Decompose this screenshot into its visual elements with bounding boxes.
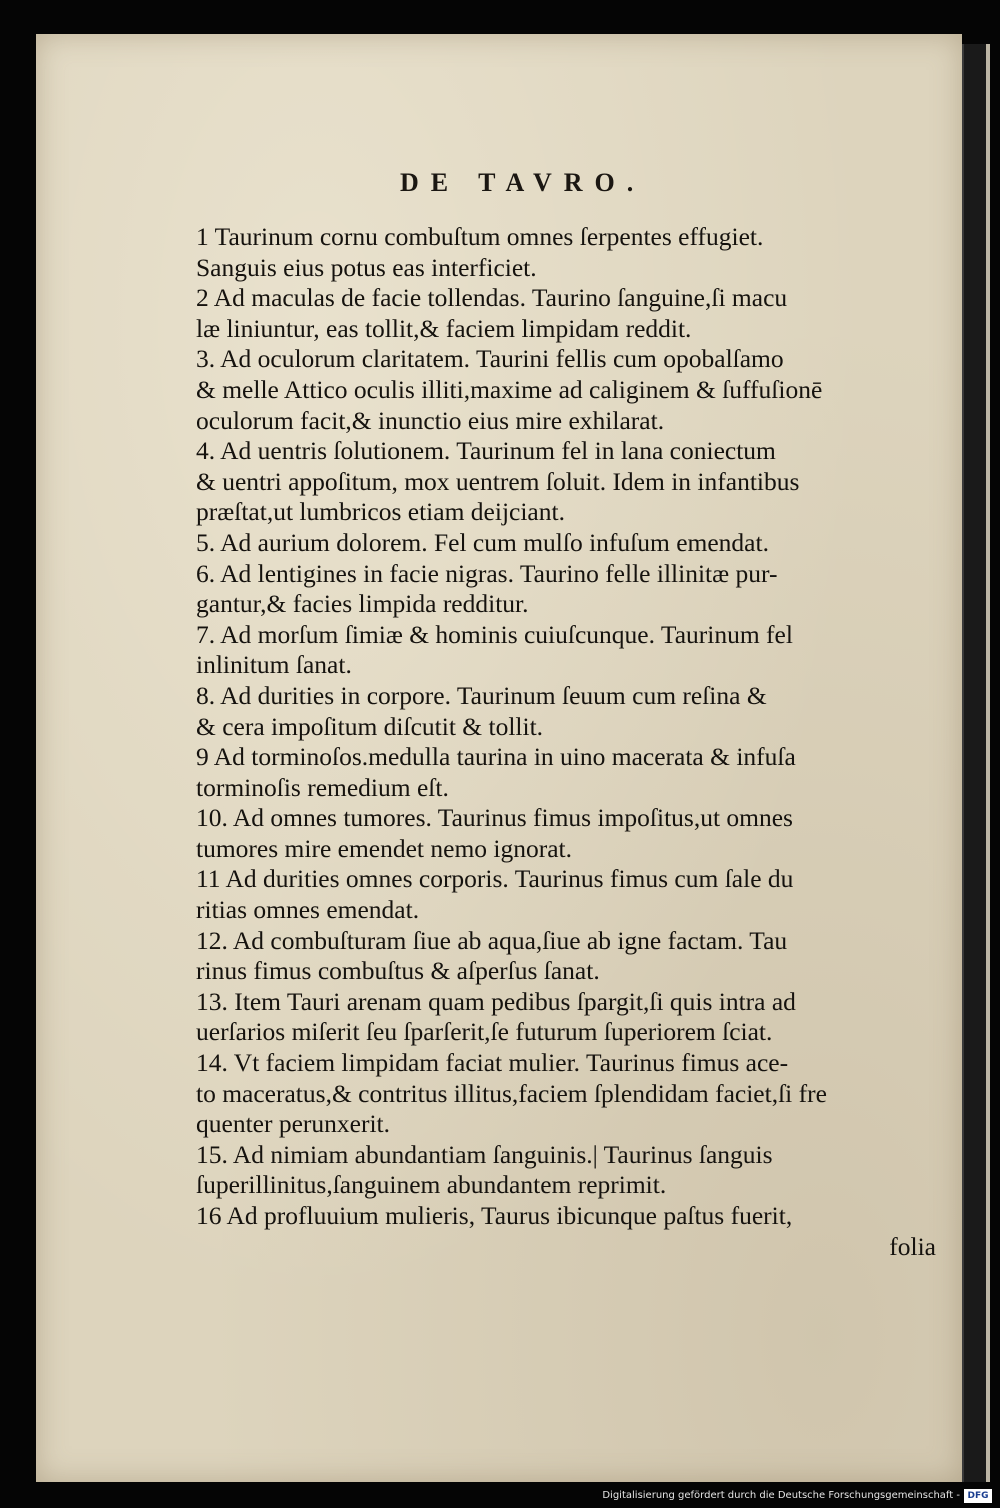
text-line: inlinitum ſanat.	[196, 650, 352, 680]
text-line: 12. Ad combuſturam ſiue ab aqua,ſiue ab igne factam. Tau	[196, 925, 788, 955]
text-line: & uentri appoſitum, mox uentrem ſoluit. Idem in infantibus	[196, 466, 800, 496]
funding-notice: Digitalisierung gefördert durch die Deutsche Forschungsgemeinschaft -	[602, 1490, 960, 1501]
footer-bar	[0, 1488, 1000, 1508]
text-line: gantur,& facies limpida redditur.	[196, 589, 529, 619]
text-line: & cera impoſitum diſcutit & tollit.	[196, 711, 544, 741]
text-line: tumores mire emendet nemo ignorat.	[196, 833, 573, 863]
text-line: 9 Ad torminoſos.medulla taurina in uino macerata & infuſa	[196, 742, 796, 772]
text-line: præſtat,ut lumbricos etiam deijciant.	[196, 497, 565, 527]
text-line: ritias omnes emendat.	[196, 895, 420, 925]
text-line: torminoſis remedium eſt.	[196, 772, 449, 802]
text-block	[196, 222, 936, 1262]
text-line: oculorum facit,& inunctio eius mire exhilarat.	[196, 405, 665, 435]
text-line: 6. Ad lentigines in facie nigras. Taurino felle illinitæ pur-	[196, 558, 778, 588]
text-line: 16 Ad profluuium mulieris, Taurus ibicunque paſtus fuerit,	[196, 1201, 793, 1230]
text-line: Sanguis eius potus eas interficiet.	[196, 252, 537, 282]
text-line: uerſarios miſerit ſeu ſparſerit,ſe futurum ſuperiorem ſciat.	[196, 1017, 773, 1047]
text-line: to maceratus,& contritus illitus,faciem ſplendidam faciet,ſi fre	[196, 1078, 827, 1108]
text-line: 11 Ad durities omnes corporis. Taurinus fimus cum ſale du	[196, 864, 794, 894]
text-line: rinus fimus combuſtus & aſperſus ſanat.	[196, 956, 600, 986]
running-head: DE TAVRO.	[400, 168, 646, 197]
text-line: 5. Ad aurium dolorem. Fel cum mulſo infuſum emendat.	[196, 527, 769, 557]
text-line: 15. Ad nimiam abundantiam ſanguinis.| Taurinus ſanguis	[196, 1139, 773, 1169]
text-line: 10. Ad omnes tumores. Taurinus fimus impoſitus,ut omnes	[196, 803, 793, 833]
text-line: quenter perunxerit.	[196, 1109, 391, 1139]
text-line: & melle Attico oculis illiti,maxime ad caliginem & ſuffuſionē	[196, 374, 823, 404]
catchword: folia	[889, 1231, 936, 1261]
next-page-edge	[986, 44, 990, 1482]
binding-edge	[962, 44, 986, 1482]
text-line: 1 Taurinum cornu combuſtum omnes ſerpentes effugiet.	[196, 222, 764, 251]
text-line: 13. Item Tauri arenam quam pedibus ſpargit,ſi quis intra ad	[196, 986, 796, 1016]
text-line: læ liniuntur, eas tollit,& faciem limpidam reddit.	[196, 313, 692, 343]
text-line: 2 Ad maculas de facie tollendas. Taurino ſanguine,ſi macu	[196, 283, 788, 313]
text-line: ſuperillinitus,ſanguinem abundantem reprimit.	[196, 1170, 667, 1200]
dfg-logo: DFG	[964, 1489, 992, 1503]
text-line: 14. Vt faciem limpidam faciat mulier. Taurinus fimus ace-	[196, 1048, 789, 1078]
text-line: 3. Ad oculorum claritatem. Taurini fellis cum opobalſamo	[196, 344, 784, 374]
text-line: 7. Ad morſum ſimiæ & hominis cuiuſcunque. Taurinum fel	[196, 619, 793, 649]
text-line: 4. Ad uentris ſolutionem. Taurinum fel in lana coniectum	[196, 436, 776, 466]
text-line: 8. Ad durities in corpore. Taurinum ſeuum cum reſina &	[196, 680, 767, 710]
